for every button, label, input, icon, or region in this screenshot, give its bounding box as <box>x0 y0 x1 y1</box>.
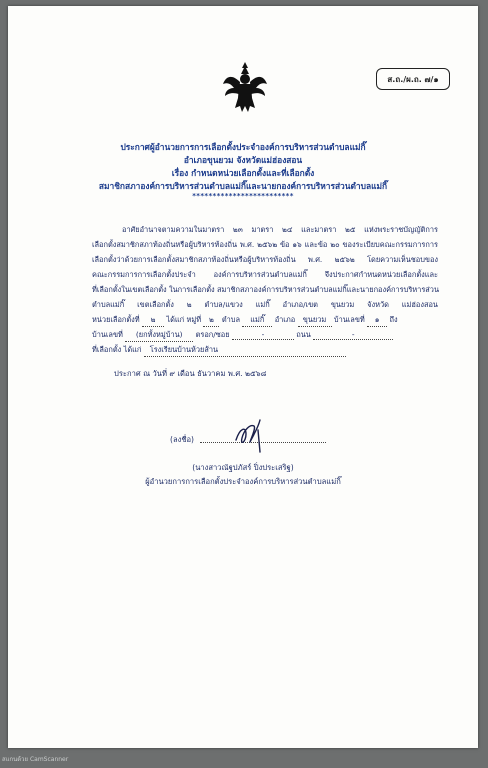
village-label: ได้แก่ หมู่ที่ <box>166 315 202 324</box>
alley-label: ตรอก/ซอย <box>195 330 230 339</box>
signature-label: (ลงชื่อ) <box>170 435 195 444</box>
polling-place-label: ที่เลือกตั้ง ได้แก่ <box>92 345 142 354</box>
alley-value: - <box>232 330 294 340</box>
house-from-value: ๑ <box>367 314 387 327</box>
address-line <box>92 329 393 342</box>
road-value: - <box>313 330 393 340</box>
house-to-label: ถึง <box>389 315 398 324</box>
body-line-5: ที่เลือกตั้งในเขตเลือกตั้ง ในการเลือกตั้ง สมาชิกสภาองค์การบริหารส่วนตำบลแม่กิ๊และนายกองค์การบริหารส่วน <box>92 285 440 294</box>
signer-title: ผู้อำนวยการการเลือกตั้งประจำองค์การบริหารส่วนตำบลแม่กิ๊ <box>145 477 341 486</box>
district-value: ขุนยวม <box>298 314 332 327</box>
house-from-label: บ้านเลขที่ <box>333 315 365 324</box>
unit-number-value: ๒ <box>142 314 164 327</box>
heading-line-1: ประกาศผู้อำนวยการการเลือกตั้งประจำองค์การบริหารส่วนตำบลแม่กิ๊ <box>120 142 366 152</box>
body-line-4: คณะกรรมการการเลือกตั้งประจำ องค์การบริหารส่วนตำบลแม่กิ๊ จึงประกาศกำหนดหน่วยเลือกตั้งและ <box>92 270 438 279</box>
polling-unit-line <box>92 314 398 327</box>
heading-separator: ************************* <box>192 192 294 200</box>
document-sheet <box>8 6 478 748</box>
village-value: ๒ <box>203 314 219 327</box>
scanner-watermark: สแกนด้วย CamScanner <box>2 756 69 763</box>
body-line-3: เลือกตั้งว่าด้วยการเลือกตั้งสมาชิกสภาท้องถิ่นหรือผู้บริหารท้องถิ่น พ.ศ. ๒๕๖๒ โดยความเห็นชอบของ <box>92 255 438 264</box>
heading-line-2: อำเภอขุนยวม จังหวัดแม่ฮ่องสอน <box>183 155 303 165</box>
announcement-date: ประกาศ ณ วันที่ ๙ เดือน ธันวาคม พ.ศ. ๒๕๖๘ <box>114 369 267 378</box>
polling-place-value: โรงเรียนบ้านห้วยส้าน <box>144 344 346 357</box>
form-code-badge: ส.ถ./ผ.ถ. ๗/๑ <box>376 68 450 90</box>
house-number-label: บ้านเลขที่ <box>92 330 123 339</box>
subdistrict-label: ตำบล <box>221 315 240 324</box>
garuda-emblem-icon <box>222 60 268 114</box>
handwritten-signature <box>230 416 270 454</box>
heading-line-3: เรื่อง กำหนดหน่วยเลือกตั้งและที่เลือกตั้ง <box>171 168 315 178</box>
body-line-2: เลือกตั้งสมาชิกสภาท้องถิ่นหรือผู้บริหารท้องถิ่น พ.ศ. ๒๕๖๒ ข้อ ๑๖ และข้อ ๒๐ ของระเบียบคณะกรรมการการ <box>92 240 438 249</box>
district-label: อำเภอ <box>274 315 296 324</box>
subdistrict-value: แม่กิ๊ <box>242 314 272 327</box>
road-label: ถนน <box>296 330 311 339</box>
unit-number-label: หน่วยเลือกตั้งที่ <box>92 315 140 324</box>
signer-name: (นางสาวณัฐปภัสร์ ปิ่งประเสริฐ) <box>192 463 294 472</box>
polling-place-line <box>92 344 346 357</box>
heading-line-4: สมาชิกสภาองค์การบริหารส่วนตำบลแม่กิ๊และนายกองค์การบริหารส่วนตำบลแม่กิ๊ <box>98 181 388 191</box>
body-line-6: ตำบลแม่กิ๊ เขตเลือกตั้ง ๒ ตำบล/แขวง แม่กิ๊ อำเภอ/เขต ขุนยวม จังหวัด แม่ฮ่องสอน <box>92 300 438 309</box>
body-line-1: อาศัยอำนาจตามความในมาตรา ๒๓ มาตรา ๒๔ และมาตรา ๒๕ แห่งพระราชบัญญัติการ <box>122 225 438 234</box>
house-number-value: (ยกทั้งหมู่บ้าน) <box>125 329 193 342</box>
